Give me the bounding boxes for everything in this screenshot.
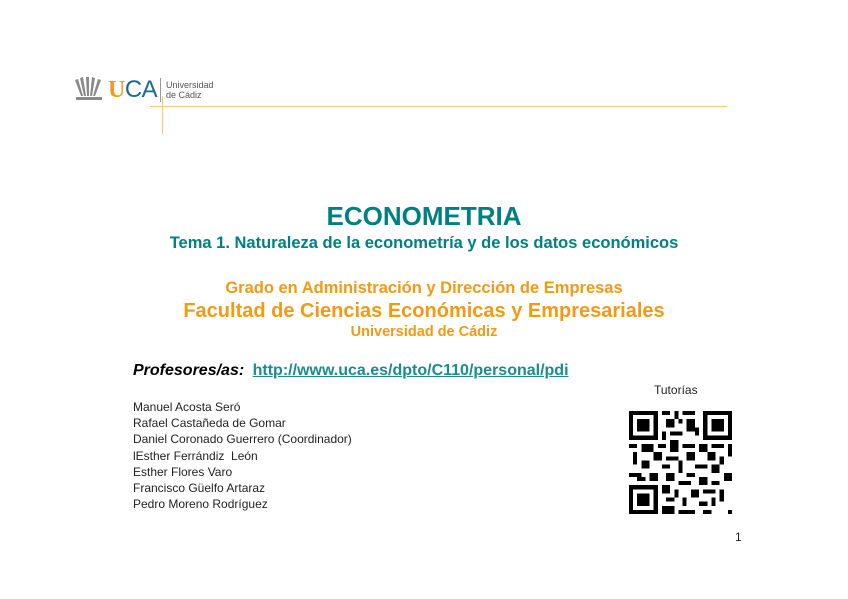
professor-name: Francisco Güelfo Artaraz [133, 481, 266, 496]
logo-separator [160, 78, 161, 102]
professor-name: Manuel Acosta Seró [133, 400, 241, 414]
page-subtitle: Tema 1. Naturaleza de la econometría y de los datos económicos [169, 234, 679, 252]
professors-line [133, 361, 569, 381]
degree-title: Grado en Administración y Dirección de Empresas [225, 279, 623, 297]
header-vertical-rule [162, 96, 163, 134]
faculty-title: Facultad de Ciencias Económicas y Empresariales [183, 300, 665, 322]
page-title: ECONOMETRIA [326, 201, 522, 231]
uca-logo-wordmark [108, 76, 157, 104]
uca-emblem-icon [72, 76, 106, 102]
header-horizontal-rule [150, 106, 727, 107]
logo-ca: CA [124, 76, 158, 103]
professor-name: Rafael Castañeda de Gomar [133, 416, 286, 431]
professor-name: lEsther Ferrándiz León [133, 448, 258, 463]
logo-line-2: de Cádiz [166, 90, 202, 100]
logo-u: U [108, 77, 125, 103]
logo-university-name [166, 80, 214, 100]
logo-line-1: Universidad [166, 80, 214, 90]
professors-label: Profesores/as: [133, 362, 245, 379]
page-number: 1 [735, 530, 742, 544]
professor-name: Pedro Moreno Rodríguez [133, 497, 268, 512]
university-title: Universidad de Cádiz [350, 324, 498, 340]
qr-code-icon[interactable] [629, 411, 732, 514]
professor-name: Daniel Coronado Guerrero (Coordinador) [133, 432, 352, 447]
professor-list [133, 399, 352, 512]
professor-name: Esther Flores Varo [133, 464, 233, 479]
professors-link[interactable]: http://www.uca.es/dpto/C110/personal/pdi [252, 362, 569, 379]
tutorias-label: Tutorías [654, 383, 698, 397]
